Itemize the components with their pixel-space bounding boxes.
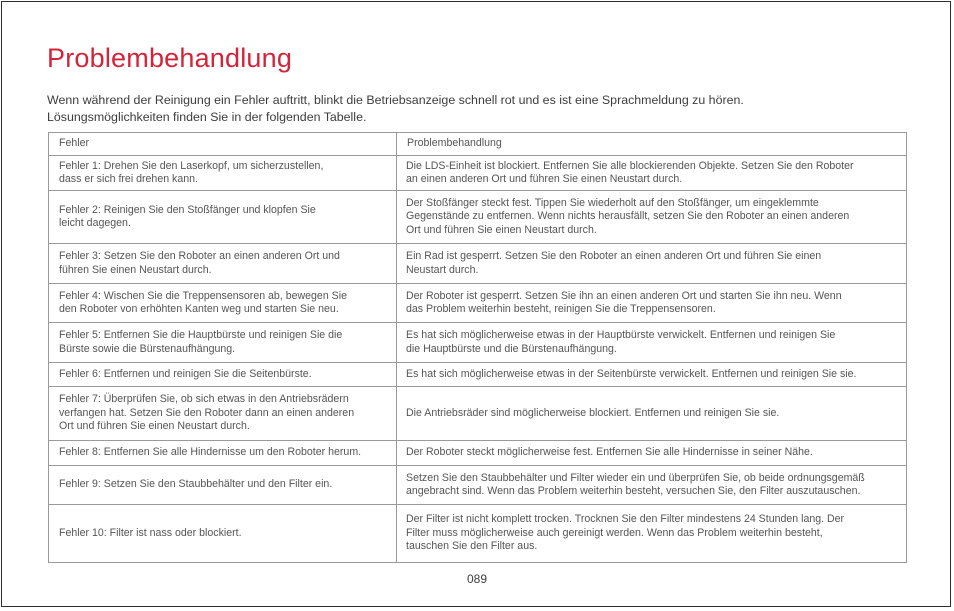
- table-row: [49, 284, 907, 323]
- fault-cell: Fehler 8: Entfernen Sie alle Hindernisse um den Roboter herum.: [49, 441, 397, 466]
- page-number: 089: [466, 572, 488, 586]
- table-row: [49, 323, 907, 363]
- table-row: [49, 191, 907, 244]
- intro-line: Lösungsmöglichkeiten finden Sie in der folgenden Tabelle.: [47, 110, 367, 124]
- solution-cell: Der Stoßfänger steckt fest. Tippen Sie wiederholt auf den Stoßfänger, um eingeklemmte Gegenstände zu entfernen. Wenn nichts herausfällt, setzen Sie den Roboter an einen anderen Ort und führen Sie einen Neustart durch.: [397, 191, 907, 244]
- solution-cell: Ein Rad ist gesperrt. Setzen Sie den Roboter an einen anderen Ort und führen Sie einen Neustart durch.: [397, 244, 907, 284]
- fault-cell: Fehler 1: Drehen Sie den Laserkopf, um sicherzustellen, dass er sich frei drehen kann.: [49, 156, 397, 191]
- fault-cell: Fehler 3: Setzen Sie den Roboter an einen anderen Ort und führen Sie einen Neustart durch.: [49, 244, 397, 284]
- fault-cell: Fehler 10: Filter ist nass oder blockiert.: [49, 505, 397, 563]
- fault-cell: Fehler 9: Setzen Sie den Staubbehälter und den Filter ein.: [49, 466, 397, 505]
- solution-cell: Der Roboter ist gesperrt. Setzen Sie ihn an einen anderen Ort und starten Sie ihn neu. Wenn das Problem weiterhin besteht, reinigen Sie die Treppensensoren.: [397, 284, 907, 323]
- fault-cell: Fehler 6: Entfernen und reinigen Sie die Seitenbürste.: [49, 363, 397, 387]
- fault-cell: Fehler 5: Entfernen Sie die Hauptbürste und reinigen Sie die Bürste sowie die Bürstenaufhängung.: [49, 323, 397, 363]
- troubleshooting-table: [48, 132, 907, 563]
- table-row: [49, 441, 907, 466]
- table-row: [49, 387, 907, 441]
- solution-cell: Der Filter ist nicht komplett trocken. Trocknen Sie den Filter mindestens 24 Stunden lang. Der Filter muss möglicherweise auch gereinigt werden. Wenn das Problem weiterhin besteht, tauschen Sie den Filter aus.: [397, 505, 907, 563]
- solution-cell: Setzen Sie den Staubbehälter und Filter wieder ein und überprüfen Sie, ob beide ordnungsgemäß angebracht sind. Wenn das Problem weiterhin besteht, versuchen Sie, den Filter auszutauschen.: [397, 466, 907, 505]
- solution-cell: Die LDS-Einheit ist blockiert. Entfernen Sie alle blockierenden Objekte. Setzen Sie den Roboter an einen anderen Ort und führen Sie einen Neustart durch.: [397, 156, 907, 191]
- solution-cell: Der Roboter steckt möglicherweise fest. Entfernen Sie alle Hindernisse in seiner Nähe.: [397, 441, 907, 466]
- page-title: Problembehandlung: [47, 43, 293, 73]
- table-header-row: [49, 133, 907, 156]
- column-header-fault: Fehler: [49, 133, 397, 156]
- intro-line: Wenn während der Reinigung ein Fehler auftritt, blinkt die Betriebsanzeige schnell rot und es ist eine Sprachmeldung zu hören.: [47, 93, 744, 107]
- table-row: [49, 156, 907, 191]
- table-row: [49, 244, 907, 284]
- table-row: [49, 466, 907, 505]
- fault-cell: Fehler 7: Überprüfen Sie, ob sich etwas in den Antriebsrädern verfangen hat. Setzen Sie den Roboter dann an einen anderen Ort und führen Sie einen Neustart durch.: [49, 387, 397, 441]
- table-row: [49, 505, 907, 563]
- fault-cell: Fehler 4: Wischen Sie die Treppensensoren ab, bewegen Sie den Roboter von erhöhten Kanten weg und starten Sie neu.: [49, 284, 397, 323]
- fault-cell: Fehler 2: Reinigen Sie den Stoßfänger und klopfen Sie leicht dagegen.: [49, 191, 397, 244]
- table-row: [49, 363, 907, 387]
- solution-cell: Die Antriebsräder sind möglicherweise blockiert. Entfernen und reinigen Sie sie.: [397, 387, 907, 441]
- solution-cell: Es hat sich möglicherweise etwas in der Seitenbürste verwickelt. Entfernen und reinigen Sie sie.: [397, 363, 907, 387]
- solution-cell: Es hat sich möglicherweise etwas in der Hauptbürste verwickelt. Entfernen und reinigen Sie die Hauptbürste und die Bürstenaufhängung.: [397, 323, 907, 363]
- intro-paragraph: [47, 92, 907, 126]
- column-header-solution: Problembehandlung: [397, 133, 907, 156]
